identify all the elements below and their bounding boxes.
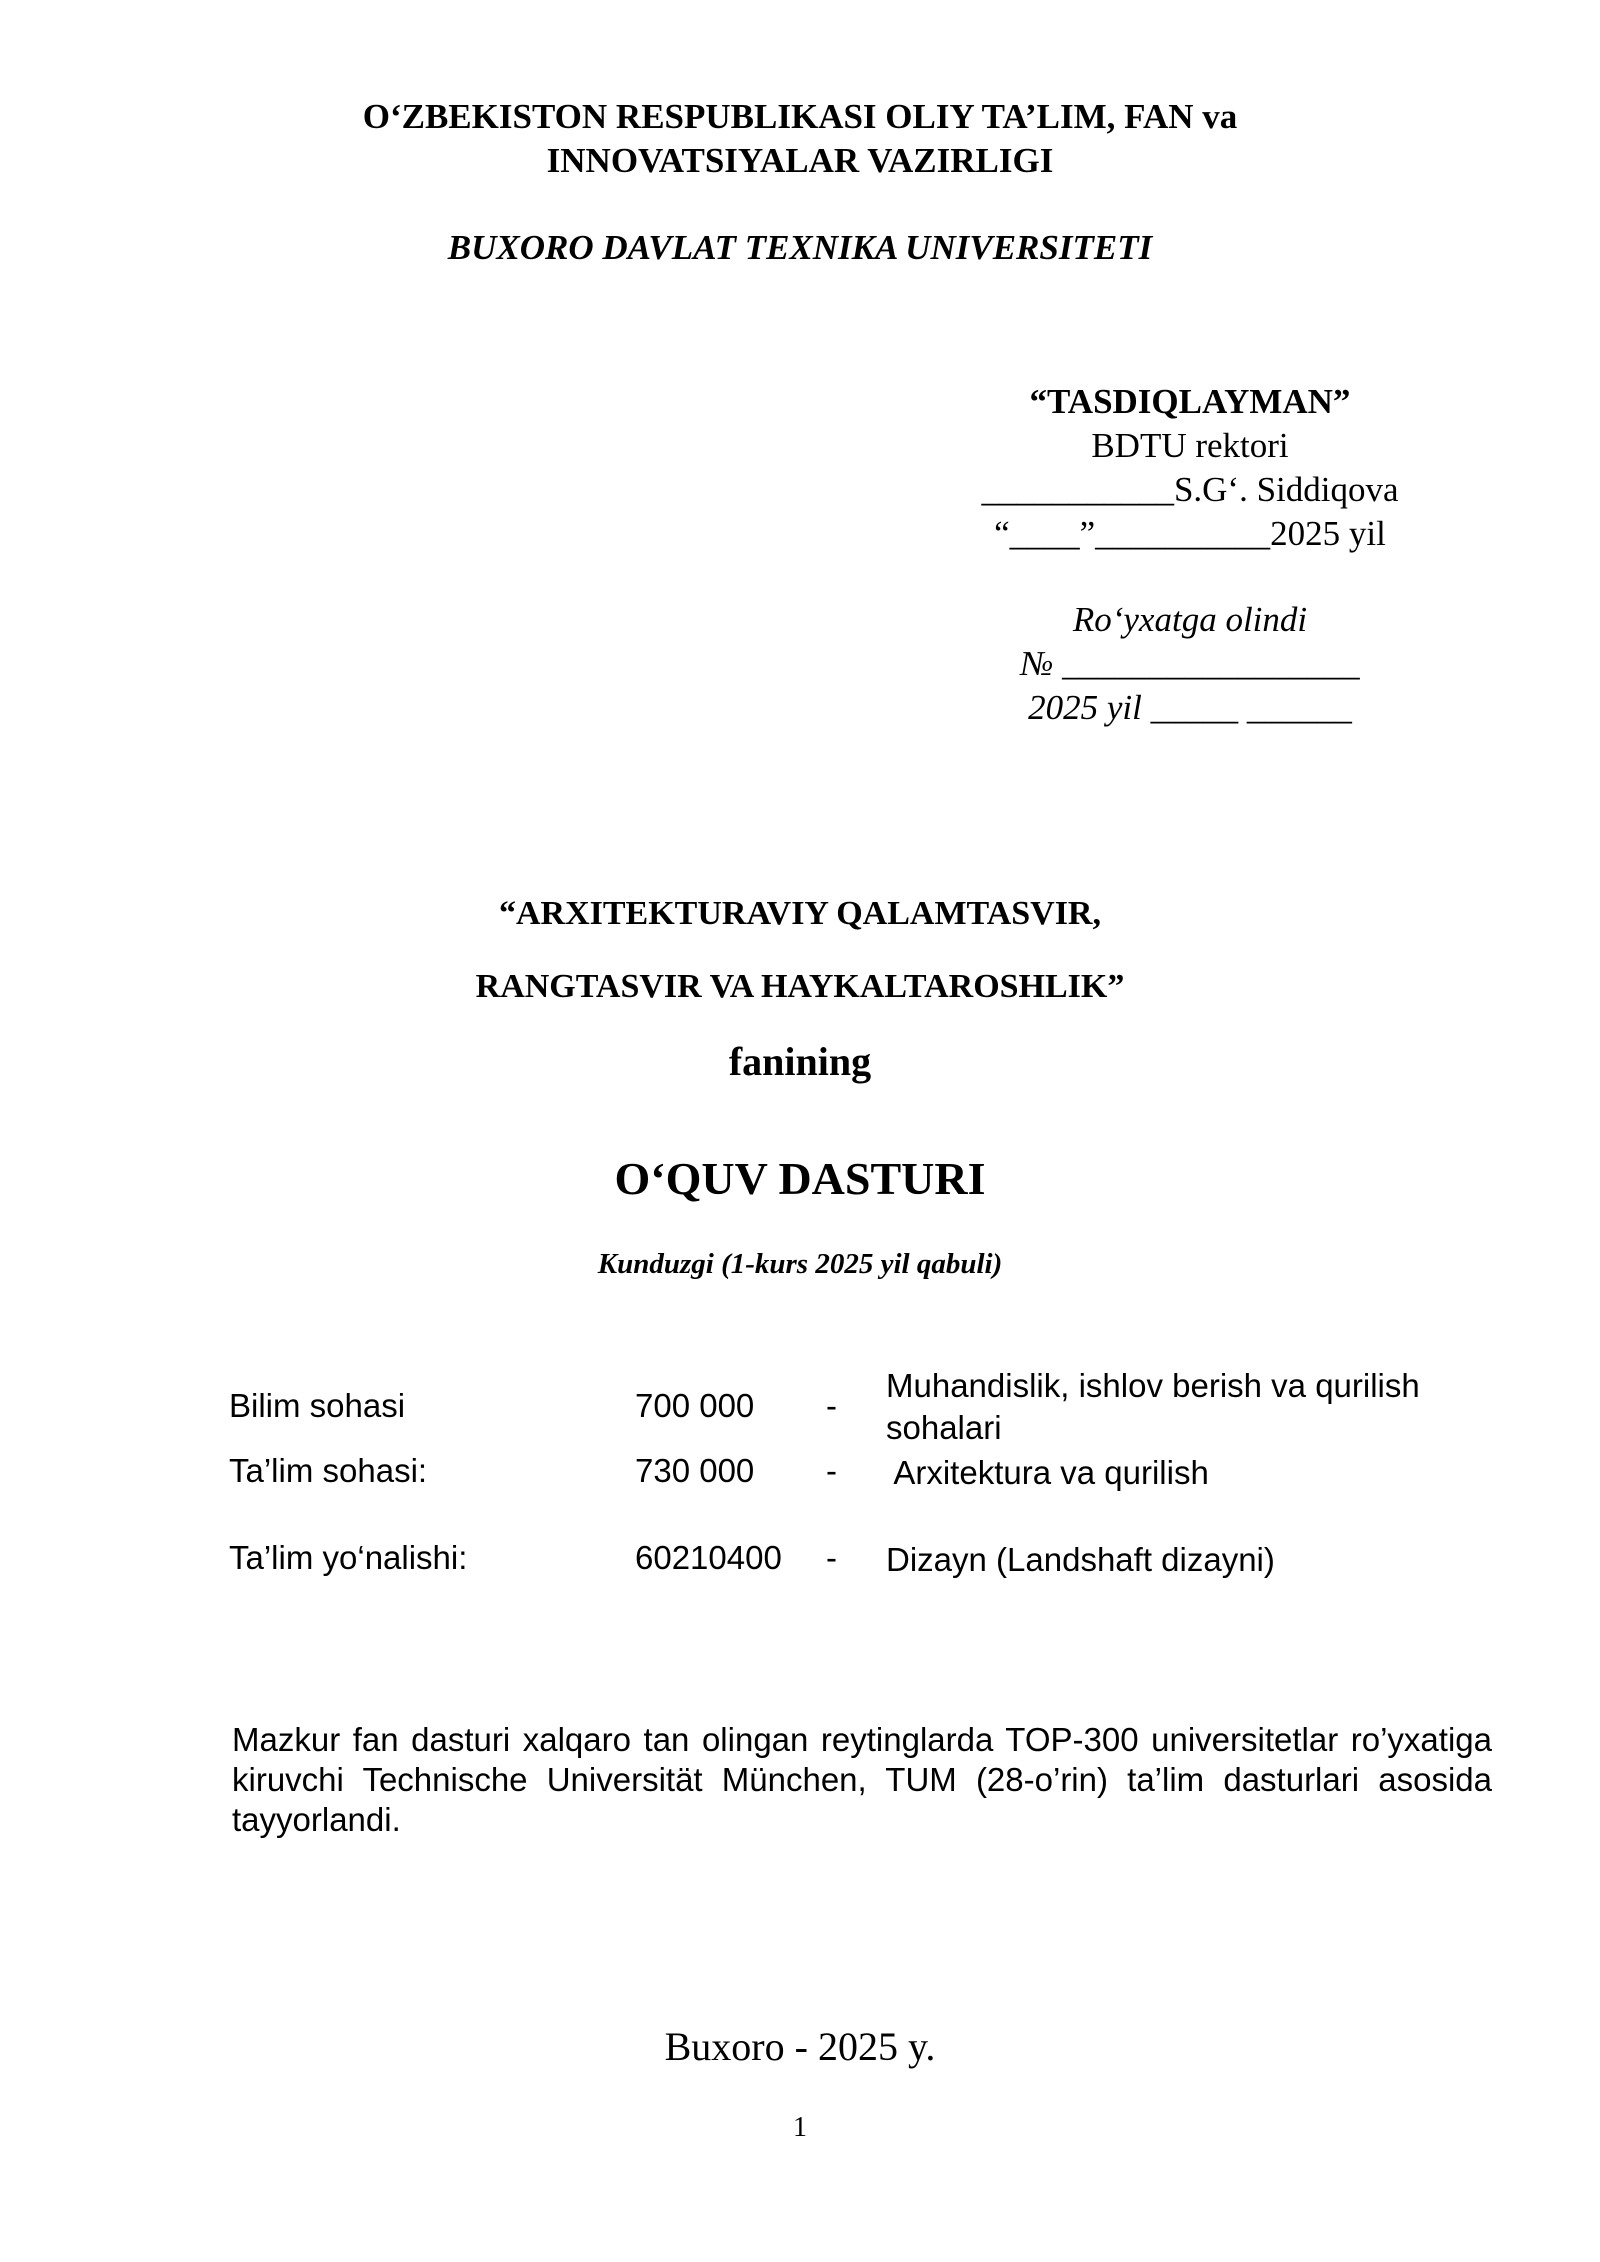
field-label: Ta’lim yo‘nalishi:: [229, 1539, 468, 1576]
registration-date-line: 2025 yil _____ ______: [1028, 688, 1352, 727]
ministry-name: [0, 95, 1600, 183]
ministry-line-2: INNOVATSIYALAR VAZIRLIGI: [546, 141, 1054, 180]
field-label: Bilim sohasi: [229, 1387, 406, 1424]
course-subtitle: fanining: [728, 1039, 872, 1084]
approval-position: BDTU rektori: [1091, 426, 1289, 465]
field-label: Ta’lim sohasi:: [229, 1452, 428, 1489]
field-value: Dizayn (Landshaft dizayni): [886, 1541, 1275, 1578]
course-title-line-2: RANGTASVIR VA HAYKALTAROSHLIK”: [475, 968, 1125, 1005]
program-title: O‘QUV DASTURI: [614, 1153, 986, 1204]
page-number: 1: [793, 2112, 807, 2143]
field-row: [0, 1539, 1600, 1629]
approval-title: “TASDIQLAYMAN”: [1029, 382, 1351, 421]
registration-number-line: № _________________: [1020, 644, 1360, 683]
university-name: BUXORO DAVLAT TEXNIKA UNIVERSITETI: [447, 228, 1153, 267]
place-year: Buxoro - 2025 y.: [664, 2024, 936, 2069]
field-dash: -: [826, 1539, 837, 1576]
field-dash: -: [826, 1387, 837, 1424]
study-mode: Kunduzgi (1-kurs 2025 yil qabuli): [597, 1248, 1003, 1280]
approval-date-line: “____”__________2025 yil: [994, 514, 1386, 553]
field-value: Muhandislik, ishlov berish va qurilish sohalari: [886, 1367, 1420, 1446]
field-code: 700 000: [635, 1387, 755, 1424]
field-dash: -: [826, 1452, 837, 1489]
field-code: 730 000: [635, 1452, 755, 1489]
ministry-line-1: O‘ZBEKISTON RESPUBLIKASI OLIY TA’LIM, FAN va: [362, 97, 1238, 136]
field-value: Arxitektura va qurilish: [886, 1454, 1209, 1491]
program-note: Mazkur fan dasturi xalqaro tan olingan reytinglarda TOP-300 universitetlar ro’yxatiga kiruvchi Technische Universität München, TUM (28-o’rin) ta’lim dasturlari asosida tayyorlandi.: [232, 1721, 1492, 1838]
field-row: [0, 1452, 1600, 1542]
field-row: [0, 1365, 1600, 1455]
field-code: 60210400: [635, 1539, 782, 1576]
course-title-line-1: “ARXITEKTURAVIY QALAMTASVIR,: [498, 895, 1101, 932]
approval-signature-line: ___________S.G‘. Siddiqova: [981, 470, 1399, 509]
registration-label: Ro‘yxatga olindi: [1072, 600, 1308, 639]
